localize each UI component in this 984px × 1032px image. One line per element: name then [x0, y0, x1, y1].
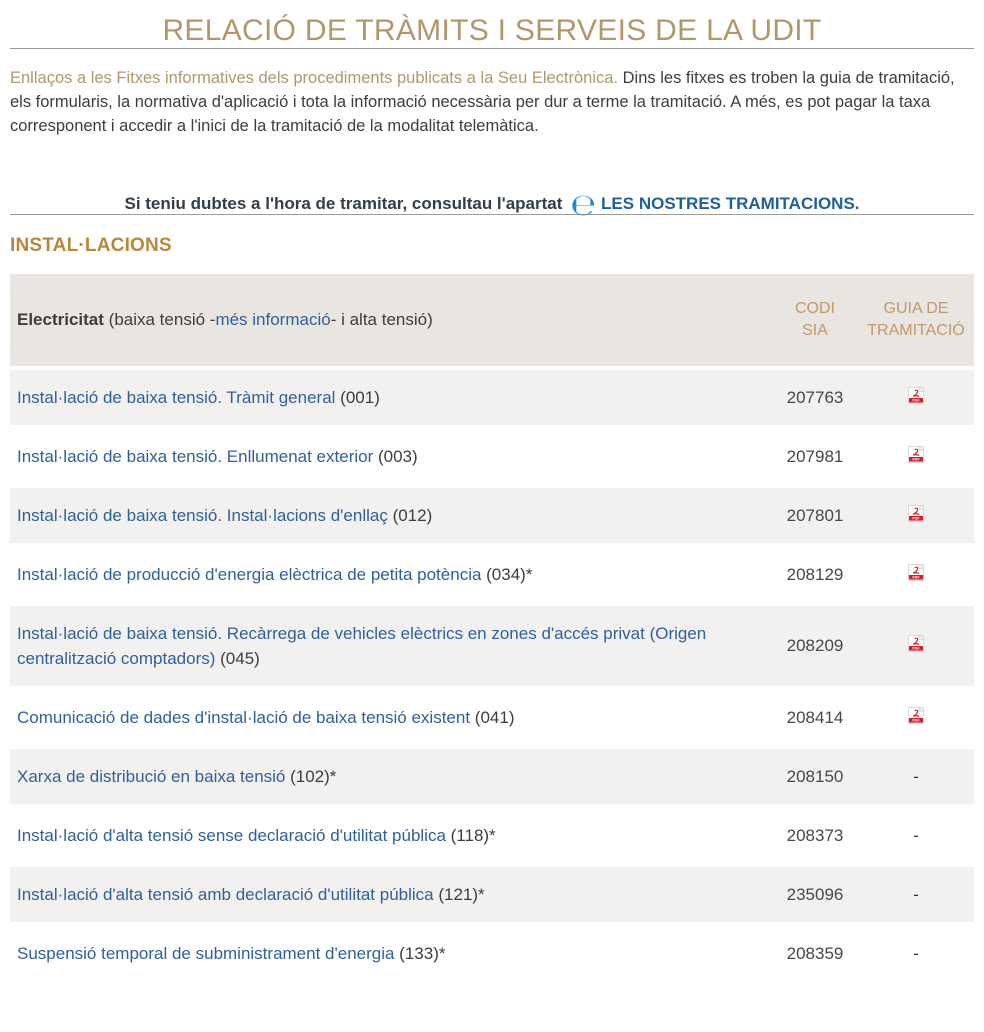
- svg-text:PDF: PDF: [912, 575, 920, 580]
- tramit-name-cell: [10, 488, 772, 543]
- codi-sia-value: 208414: [772, 690, 858, 745]
- table-row: [10, 690, 974, 745]
- codi-sia-value: 208150: [772, 749, 858, 804]
- svg-text:PDF: PDF: [912, 646, 920, 651]
- tramit-name-cell: [10, 547, 772, 602]
- tramit-link[interactable]: Suspensió temporal de subministrament d'energia: [17, 944, 395, 963]
- table-row: [10, 547, 974, 602]
- guia-cell: [858, 690, 974, 745]
- category-pre-text: (baixa tensió -: [103, 310, 216, 329]
- tramit-name-cell: [10, 429, 772, 484]
- pdf-icon: [908, 505, 924, 522]
- header-codi-sia: CODI SIA: [772, 274, 858, 366]
- table-row: [10, 749, 974, 804]
- mes-informacio-link[interactable]: més informació: [215, 310, 331, 329]
- header-guia-tramitacio: GUIA DE TRAMITACIÓ: [858, 274, 974, 366]
- section-heading: INSTAL·LACIONS: [10, 235, 172, 256]
- codi-sia-value: 208373: [772, 808, 858, 863]
- tramits-table: [10, 270, 974, 985]
- tramit-name-cell: [10, 867, 772, 922]
- guia-pdf-link[interactable]: [908, 505, 924, 522]
- section-divider: [10, 214, 974, 215]
- tramit-name-cell: [10, 370, 772, 425]
- codi-sia-value: 207801: [772, 488, 858, 543]
- guia-pdf-link[interactable]: [908, 707, 924, 724]
- tramit-code-suffix: (045): [215, 649, 260, 668]
- tramit-name-cell: [10, 749, 772, 804]
- tramit-name-cell: [10, 690, 772, 745]
- table-row: [10, 867, 974, 922]
- seu-electronica-link[interactable]: Enllaços a les Fitxes informatives dels procediments publicats a la Seu Electrònica.: [10, 69, 619, 87]
- category-title: Electricitat: [17, 310, 104, 329]
- intro-text: Dins les fitxes es troben la guia de tramitació, els formularis, la normativa d'aplicació i tota la informació necessària per dur a terme la tramitació. A més, es pot pagar la taxa corresponent i accedir a l'inici de la tramitació de la modalitat telemàtica.: [10, 69, 955, 135]
- guia-cell: [858, 606, 974, 686]
- no-guide-dash: -: [913, 825, 919, 845]
- svg-text:PDF: PDF: [912, 398, 920, 403]
- table-row: [10, 808, 974, 863]
- tramit-name-cell: [10, 808, 772, 863]
- category-post-text: - i alta tensió): [330, 310, 433, 329]
- tramit-name-cell: [10, 606, 772, 686]
- page-title: RELACIÓ DE TRÀMITS I SERVEIS DE LA UDIT: [162, 14, 822, 47]
- tramit-code-suffix: (118)*: [445, 826, 496, 845]
- pdf-icon: [908, 564, 924, 581]
- codi-sia-value: 207763: [772, 370, 858, 425]
- tramit-code-suffix: (133)*: [394, 944, 446, 963]
- note-text: Si teniu dubtes a l'hora de tramitar, consultau l'apartat: [124, 194, 563, 213]
- tramit-link[interactable]: Instal·lació de baixa tensió. Tràmit general: [17, 388, 336, 407]
- codi-sia-value: 208209: [772, 606, 858, 686]
- table-row: [10, 429, 974, 484]
- no-guide-dash: -: [913, 884, 919, 904]
- tramit-link[interactable]: Comunicació de dades d'instal·lació de baixa tensió existent: [17, 708, 471, 727]
- guia-cell: [858, 547, 974, 602]
- intro-paragraph: [10, 66, 974, 138]
- svg-text:PDF: PDF: [912, 457, 920, 462]
- pdf-icon: [908, 446, 924, 463]
- table-row: [10, 488, 974, 543]
- tramit-link[interactable]: Instal·lació d'alta tensió amb declaració d'utilitat pública: [17, 885, 434, 904]
- tramit-code-suffix: (041): [470, 708, 515, 727]
- les-nostres-tramitacions-link[interactable]: LES NOSTRES TRAMITACIONS.: [601, 194, 860, 213]
- tramit-link[interactable]: Instal·lació de baixa tensió. Enllumenat exterior: [17, 447, 374, 466]
- pdf-icon: [908, 635, 924, 652]
- tramit-link[interactable]: Xarxa de distribució en baixa tensió: [17, 767, 286, 786]
- table-row: [10, 370, 974, 425]
- guia-pdf-link[interactable]: [908, 635, 924, 652]
- guia-cell: [858, 370, 974, 425]
- svg-text:PDF: PDF: [912, 718, 920, 723]
- table-row: [10, 606, 974, 686]
- tramit-code-suffix: (034)*: [481, 565, 533, 584]
- codi-sia-value: 208359: [772, 926, 858, 981]
- guia-cell: [858, 749, 974, 804]
- top-divider: [10, 48, 974, 49]
- guia-cell: [858, 867, 974, 922]
- guia-pdf-link[interactable]: [908, 387, 924, 404]
- tramit-link[interactable]: Instal·lació de baixa tensió. Recàrrega de vehicles elèctrics en zones d'accés privat (Origen centralització comptadors): [17, 624, 707, 668]
- tramit-code-suffix: (003): [373, 447, 418, 466]
- table-body: [10, 370, 974, 981]
- no-guide-dash: -: [913, 943, 919, 963]
- tramit-code-suffix: (121)*: [433, 885, 485, 904]
- tramit-code-suffix: (012): [387, 506, 433, 525]
- header-category-cell: [10, 274, 772, 366]
- guia-cell: [858, 926, 974, 981]
- tramit-link[interactable]: Instal·lació d'alta tensió sense declaració d'utilitat pública: [17, 826, 446, 845]
- tramit-code-suffix: (001): [335, 388, 380, 407]
- guia-pdf-link[interactable]: [908, 564, 924, 581]
- guia-cell: [858, 429, 974, 484]
- tramit-link[interactable]: Instal·lació de baixa tensió. Instal·lacions d'enllaç: [17, 506, 388, 525]
- guia-cell: [858, 488, 974, 543]
- tramit-code-suffix: (102)*: [285, 767, 337, 786]
- codi-sia-value: 235096: [772, 867, 858, 922]
- guia-cell: [858, 808, 974, 863]
- tramit-name-cell: [10, 926, 772, 981]
- pdf-icon: [908, 707, 924, 724]
- table-row: [10, 926, 974, 981]
- svg-text:PDF: PDF: [912, 516, 920, 521]
- note-line: Si teniu dubtes a l'hora de tramitar, consultau l'apartat ℮ LES NOSTRES TRAMITACIONS.: [124, 188, 860, 223]
- tramit-link[interactable]: Instal·lació de producció d'energia elèctrica de petita potència: [17, 565, 482, 584]
- page: [0, 14, 984, 985]
- codi-sia-value: 208129: [772, 547, 858, 602]
- guia-pdf-link[interactable]: [908, 446, 924, 463]
- no-guide-dash: -: [913, 766, 919, 786]
- pdf-icon: [908, 387, 924, 404]
- codi-sia-value: 207981: [772, 429, 858, 484]
- table-header-row: [10, 274, 974, 366]
